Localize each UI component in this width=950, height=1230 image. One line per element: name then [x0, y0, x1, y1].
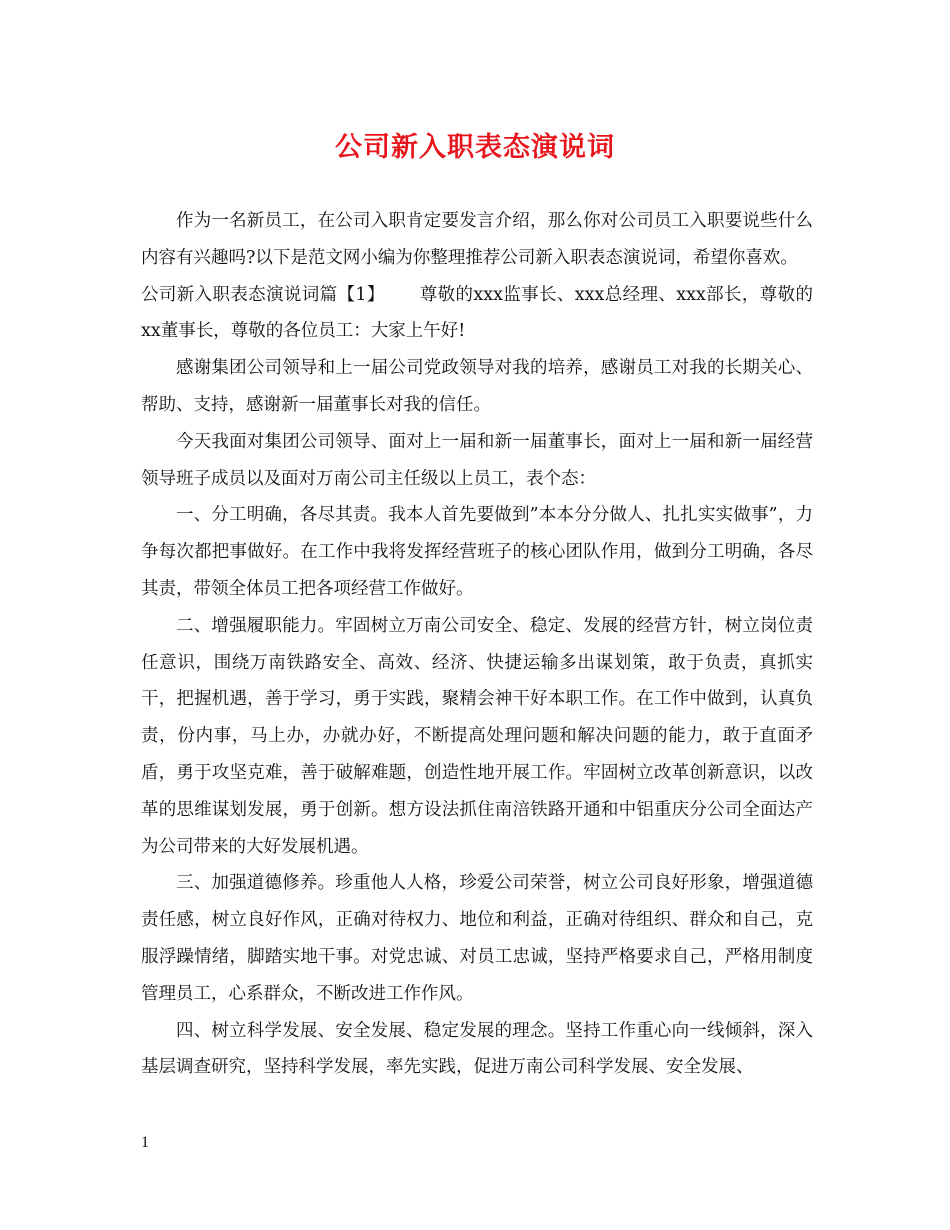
body-paragraph: 感谢集团公司领导和上一届公司党政领导对我的培养，感谢员工对我的长期关心、帮助、支持，感谢新一届董事长对我的信任。 [141, 358, 813, 415]
document-title: 公司新入职表态演说词 [335, 132, 615, 163]
section-heading: 公司新入职表态演说词篇【1】 [141, 284, 385, 305]
intro-paragraph: 作为一名新员工，在公司入职肯定要发言介绍，那么你对公司员工入职要说些什么内容有兴趣吗?以下是范文网小编为你整理推荐公司新入职表态演说词，希望你喜欢。 [141, 211, 813, 268]
section-paragraph [141, 277, 813, 351]
page-number: 1 [141, 1134, 149, 1151]
document-body [141, 203, 813, 1086]
body-paragraph: 二、增强履职能力。牢固树立万南公司安全、稳定、发展的经营方针，树立岗位责任意识，围绕万南铁路安全、高效、经济、快捷运输多出谋划策，敢于负责，真抓实干，把握机遇，善于学习，勇于实践，聚精会神干好本职工作。在工作中做到，认真负责，份内事，马上办，办就办好，不断提高处理问题和解决问题的能力，敢于直面矛盾，勇于攻坚克难，善于破解难题，创造性地开展工作。牢固树立改革创新意识，以改革的思维谋划发展，勇于创新。想方设法抓住南涪铁路开通和中铝重庆分公司全面达产为公司带来的大好发展机遇。 [141, 615, 813, 857]
body-paragraph: 四、树立科学发展、安全发展、稳定发展的理念。坚持工作重心向一线倾斜，深入基层调查研究，坚持科学发展，率先实践，促进万南公司科学发展、安全发展、 [141, 1020, 813, 1078]
body-paragraph: 今天我面对集团公司领导、面对上一届和新一届董事长，面对上一届和新一届经营领导班子成员以及面对万南公司主任级以上员工，表个态： [141, 431, 813, 489]
greeting-text: 尊敬的xxx监事长、xxx总经理、xxx部长，尊敬的xx董事长，尊敬的各位员工：大家上午好! [141, 284, 814, 342]
body-paragraph: 一、分工明确，各尽其责。我本人首先要做到”本本分分做人、扎扎实实做事”，力争每次都把事做好。在工作中我将发挥经营班子的核心团队作用，做到分工明确，各尽其责，带领全体员工把各项经营工作做好。 [141, 505, 813, 599]
body-paragraph: 三、加强道德修养。珍重他人人格，珍爱公司荣誉，树立公司良好形象，增强道德责任感，树立良好作风，正确对待权力、地位和利益，正确对待组织、群众和自己，克服浮躁情绪，脚踏实地干事。对党忠诚、对员工忠诚，坚持严格要求自己，严格用制度管理员工，心系群众，不断改进工作作风。 [141, 873, 813, 1004]
